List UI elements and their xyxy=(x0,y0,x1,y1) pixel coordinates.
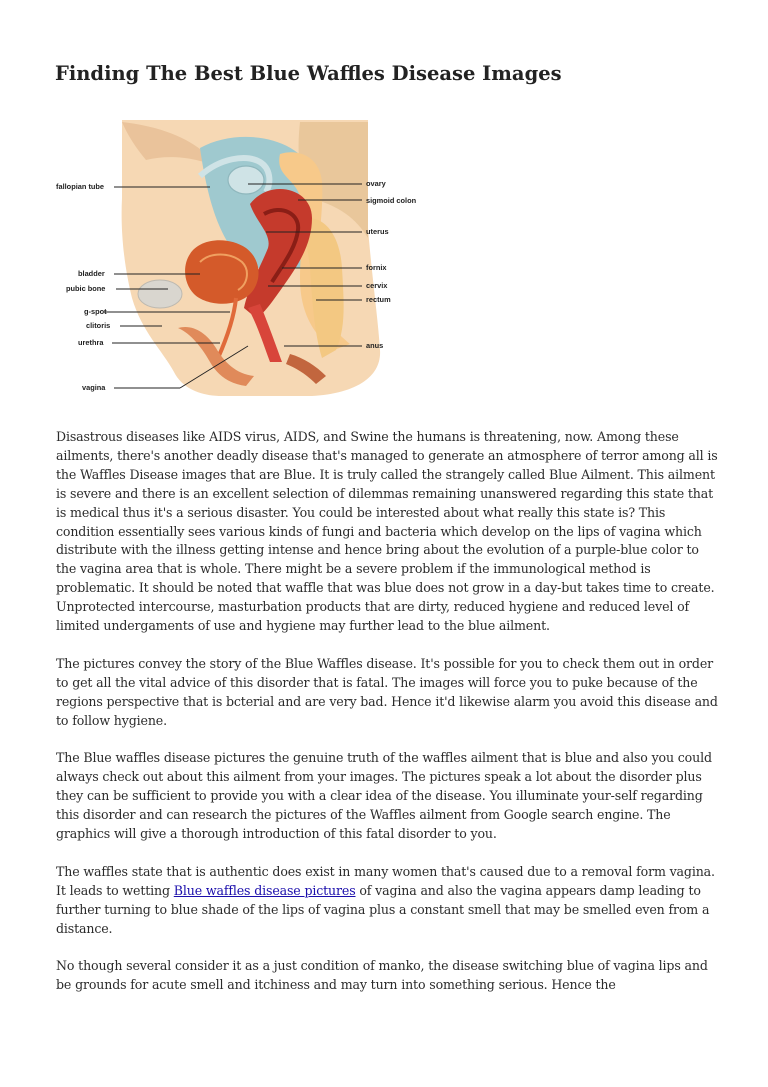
label-urethra: urethra xyxy=(78,338,104,347)
blue-waffles-pictures-link[interactable]: Blue waffles disease pictures xyxy=(173,882,356,898)
ovary xyxy=(228,166,264,194)
label-uterus: uterus xyxy=(366,227,389,236)
label-bladder: bladder xyxy=(78,269,105,278)
label-anus: anus xyxy=(366,341,384,350)
paragraph-4-after-link: of vagina and also the vagina appears damp leading to further turning to blue shade of the lips of vagina plus a constant smell that may be smelled even from a distance. xyxy=(56,882,710,936)
label-pubic-bone: pubic bone xyxy=(66,284,106,293)
paragraph-4-before-link: The waffles state that is authentic does exist in many women that's caused due to a removal form vagina. It leads to wetting xyxy=(56,863,715,898)
label-sigmoid-colon: sigmoid colon xyxy=(366,196,417,205)
label-fornix: fornix xyxy=(366,263,387,272)
paragraph-2: The pictures convey the story of the Blue Waffles disease. It's possible for you to check them out in order to get all the vital advice of this disorder that is fatal. The images will force you to puke because of the regions perspective that is bcterial and are very bad. Hence it'd likewise alarm you avoid this disease and to follow hygiene. xyxy=(56,655,718,728)
label-fallopian-tube: fallopian tube xyxy=(56,182,105,191)
paragraph-1: Disastrous diseases like AIDS virus, AIDS, and Swine the humans is threatening, now. Among these ailments, there's another deadly disease that's managed to generate an atmosphere of terror among all is the Waffles Disease images that are Blue. It is truly called the strangely called Blue Ailment. This ailment is severe and there is an excellent selection of dilemmas remaining unanswered regarding this state that is medical thus it's a serious disaster. You could be interested about what really this state is? This condition essentially sees various kinds of fungi and bacteria which develop on the lips of vagina which distribute with the illness getting intense and hence bring about the evolution of a purple-blue color to the vagina area that is whole. There might be a severe problem if the immunological method is problematic. It should be noted that waffle that was blue does not grow in a day-but takes time to create. Unprotected intercourse, masturbation products that are dirty, reduced hygiene and reduced level of limited undergaments of use and hygiene may further lead to the blue ailment. xyxy=(56,429,718,634)
label-ovary: ovary xyxy=(366,179,386,188)
anatomy-illustration xyxy=(50,118,440,400)
article-body xyxy=(56,428,718,1014)
label-cervix: cervix xyxy=(366,281,388,290)
paragraph-3: The Blue waffles disease pictures the genuine truth of the waffles ailment that is blue and also you could always check out about this ailment from your images. The pictures speak a lot about the disorder plus they can be sufficient to provide you with a clear idea of the disease. You illuminate your-self regarding this disorder and can research the pictures of the Waffles ailment from Google search engine. The graphics will give a thorough introduction of this fatal disorder to you. xyxy=(56,750,712,841)
anatomy-diagram xyxy=(50,118,440,400)
page-title: Finding The Best Blue Waffles Disease Images xyxy=(55,62,562,85)
paragraph-5: No though several consider it as a just condition of manko, the disease switching blue of vagina lips and be grounds for acute smell and itchiness and may turn into something serious. Hence the xyxy=(56,958,708,993)
label-rectum: rectum xyxy=(366,295,391,304)
label-g-spot: g-spot xyxy=(84,307,107,316)
label-vagina: vagina xyxy=(82,383,106,392)
paragraph-4 xyxy=(56,863,718,939)
label-clitoris: clitoris xyxy=(86,321,111,330)
pubic-bone xyxy=(138,280,182,308)
